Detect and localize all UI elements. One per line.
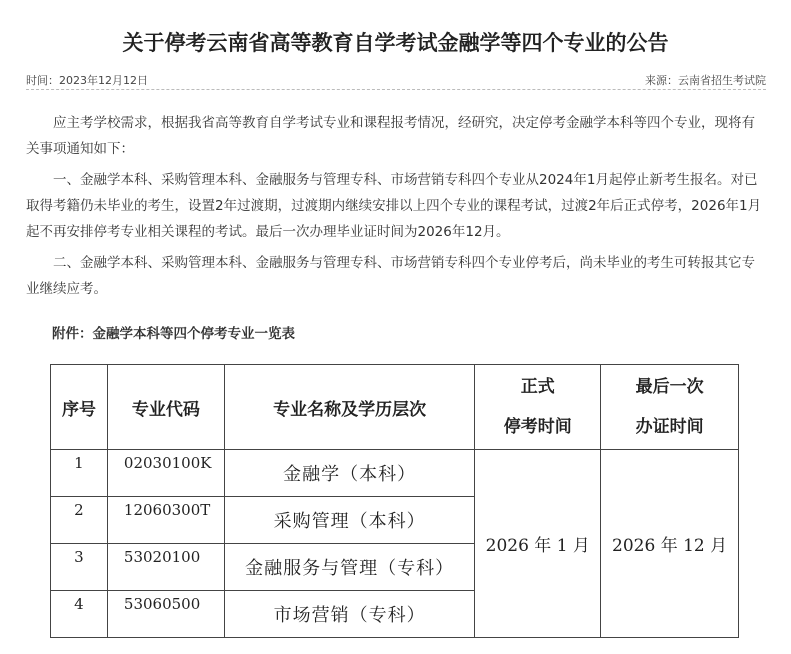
header-name: 专业名称及学历层次 — [224, 365, 475, 450]
paragraph: 一、金融学本科、采购管理本科、金融服务与管理专科、市场营销专科四个专业从2024年1月起停止新考生报名。对已取得考籍仍未毕业的考生，设置2年过渡期，过渡期内继续安排以上四个专业的课程考试，过渡2年后正式停考，2026年1月起不再安排停考专业相关课程的考试。最后一次办理毕业证时间为2026年12月。 — [26, 172, 762, 240]
cert-time-cell: 2026 年 12 月 — [601, 450, 739, 638]
suspended-majors-table — [50, 364, 739, 638]
publish-time: 时间：2023年12月12日 — [26, 74, 148, 87]
row-code: 12060300T — [107, 497, 224, 544]
header-stop-line1: 正式 — [520, 377, 555, 397]
table-header-row — [51, 365, 739, 450]
table-row — [51, 450, 739, 497]
page-title: 关于停考云南省高等教育自学考试金融学等四个专业的公告 — [122, 31, 669, 55]
row-code: 53020100 — [107, 544, 224, 591]
header-index: 序号 — [51, 365, 108, 450]
header-cert-line2: 办证时间 — [635, 417, 704, 437]
row-index: 1 — [51, 450, 108, 497]
row-name: 市场营销（专科） — [224, 591, 475, 638]
row-code: 53060500 — [107, 591, 224, 638]
row-index: 2 — [51, 497, 108, 544]
divider — [26, 89, 766, 90]
row-index: 4 — [51, 591, 108, 638]
header-cert-time — [601, 365, 739, 450]
paragraph: 应主考学校需求，根据我省高等教育自学考试专业和课程报考情况，经研究，决定停考金融学本科等四个专业，现将有关事项通知如下： — [26, 115, 755, 157]
header-cert-line1: 最后一次 — [635, 377, 704, 397]
row-code: 02030100K — [107, 450, 224, 497]
publish-source: 来源：云南省招生考试院 — [645, 74, 766, 87]
header-stop-time — [475, 365, 601, 450]
article-meta — [26, 72, 766, 90]
header-code: 专业代码 — [107, 365, 224, 450]
row-name: 金融学（本科） — [224, 450, 475, 497]
row-name: 金融服务与管理（专科） — [224, 544, 475, 591]
article-body — [26, 110, 766, 307]
row-name: 采购管理（本科） — [224, 497, 475, 544]
paragraph: 二、金融学本科、采购管理本科、金融服务与管理专科、市场营销专科四个专业停考后，尚未毕业的考生可转报其它专业继续应考。 — [26, 255, 755, 297]
row-index: 3 — [51, 544, 108, 591]
header-stop-line2: 停考时间 — [503, 417, 572, 437]
stop-time-cell: 2026 年 1 月 — [475, 450, 601, 638]
attachment-title: 附件：金融学本科等四个停考专业一览表 — [52, 326, 295, 342]
